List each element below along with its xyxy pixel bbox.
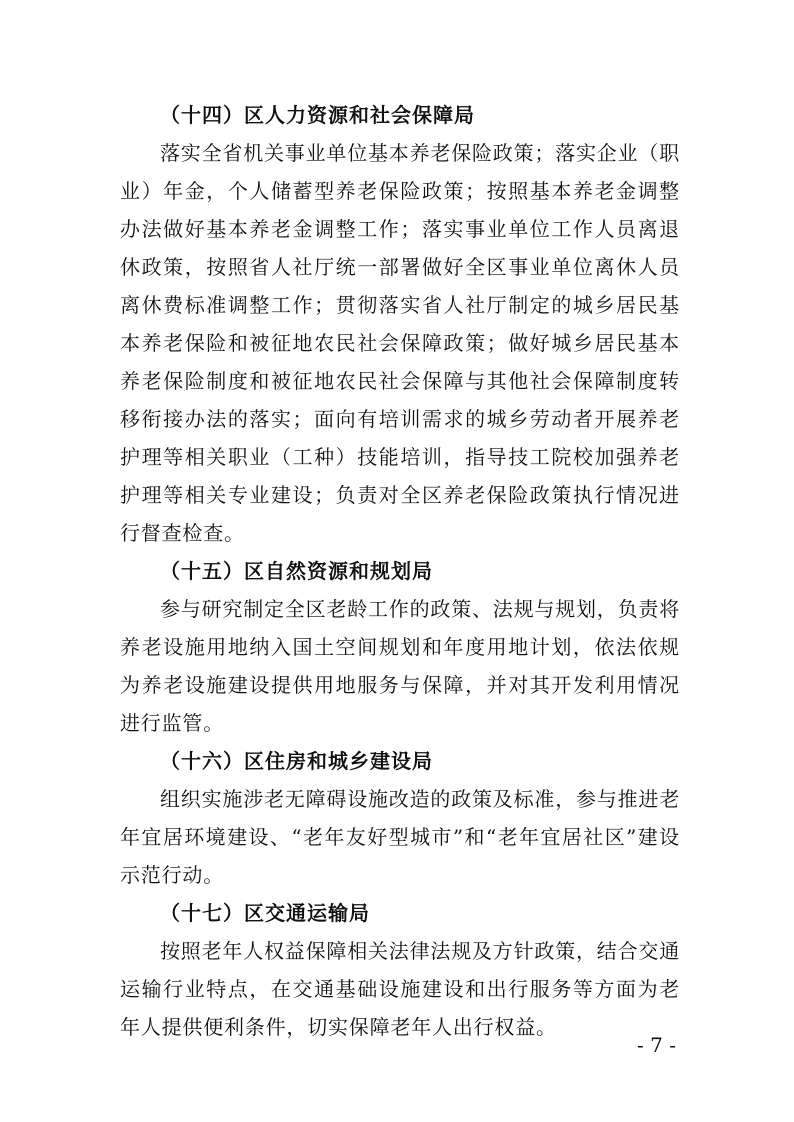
section-heading: （十四）区人力资源和社会保障局 [160,103,475,127]
section-district-housing-construction [120,742,680,894]
section-heading: （十六）区住房和城乡建设局 [160,749,433,773]
section-body: 参与研究制定全区老龄工作的政策、法规与规划，负责将养老设施用地纳入国土空间规划和年度用地计划，依法依规为养老设施建设提供用地服务与保障，并对其开发利用情况进行监管。 [120,597,680,735]
section-body: 按照老年人权益保障相关法律法规及方针政策，结合交通运输行业特点，在交通基础设施建设和出行服务等方面为老年人提供便利条件，切实保障老年人出行权益。 [120,939,680,1039]
section-body: 落实全省机关事业单位基本养老保险政策；落实企业（职业）年金，个人储蓄型养老保险政策；按照基本养老金调整办法做好基本养老金调整工作；落实事业单位工作人员离退休政策，按照省人社厅统一部署做好全区事业单位离休人员离休费标准调整工作；贯彻落实省人社厅制定的城乡居民基本养老保险和被征地农民社会保障政策；做好城乡居民基本养老保险制度和被征地农民社会保障与其他社会保障制度转移衔接办法的落实；面向有培训需求的城乡劳动者开展养老护理等相关职业（工种）技能培训，指导技工院校加强养老护理等相关专业建设；负责对全区养老保险政策执行情况进行督查检查。 [120,141,680,545]
section-district-transportation [120,894,680,1046]
section-body: 组织实施涉老无障碍设施改造的政策及标准，参与推进老年宜居环境建设、“老年友好型城市”和“老年宜居社区”建设示范行动。 [120,787,680,887]
section-heading: （十七）区交通运输局 [160,901,370,925]
section-heading: （十五）区自然资源和规划局 [160,559,433,583]
section-district-hr-social-security [120,96,680,552]
document-page [120,96,680,1046]
page-number: - 7 - [637,1033,676,1057]
section-district-natural-resources-planning [120,552,680,742]
